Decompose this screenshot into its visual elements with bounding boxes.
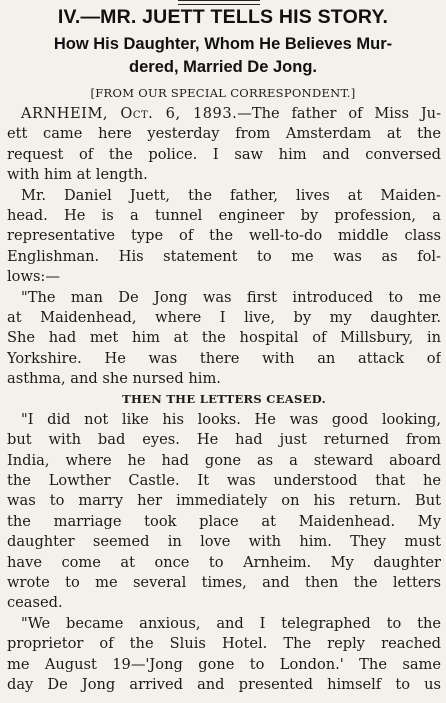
text-line: have come at once to Arnheim. My daughter: [7, 553, 441, 571]
text-line: representative type of the well-to-do middle class: [7, 227, 441, 245]
text-line: the Lowther Castle. It was understood that he: [7, 472, 441, 490]
article-body: [7, 104, 441, 695]
text-line: India, where he had gone as a steward aboard: [7, 451, 441, 469]
text-line: but with bad eyes. He had just returned from: [7, 431, 441, 449]
text-line: ceased.: [7, 594, 63, 612]
text-line: She had met him at the hospital of Millsbury, in: [7, 329, 441, 347]
top-rule: [178, 0, 260, 5]
text-line: at Maidenhead, where I live, by my daughter.: [7, 308, 441, 326]
text-line: lows:—: [7, 268, 60, 286]
text-line: request of the police. I saw him and conversed: [7, 145, 441, 163]
byline: [FROM OUR SPECIAL CORRESPONDENT.]: [90, 86, 356, 100]
text-line: "The man De Jong was first introduced to me: [21, 288, 441, 306]
text-line: ett came here yesterday from Amsterdam at the: [7, 125, 441, 143]
text-line: Yorkshire. He was there with an attack of: [7, 349, 441, 367]
dateline-text: —The father of Miss Ju-: [237, 105, 441, 122]
text-line: "I did not like his looks. He was good looking,: [21, 410, 441, 428]
text-line: Mr. Daniel Juett, the father, lives at Maiden-: [21, 186, 441, 204]
text-line: with him at length.: [7, 166, 148, 184]
text-line: "We became anxious, and I telegraphed to the: [21, 614, 441, 632]
section-subhead: THEN THE LETTERS CEASED.: [122, 392, 326, 407]
text-line: Englishman. His statement to me was as fol-: [7, 247, 441, 265]
headline: IV.—MR. JUETT TELLS HIS STORY.: [57, 6, 389, 28]
text-line: head. He is a tunnel engineer by profession, a: [7, 206, 441, 224]
text-line: proprietor of the Sluis Hotel. The reply reached: [7, 635, 441, 653]
subheadline-line-2: dered, Married De Jong.: [129, 58, 317, 76]
text-line: me August 19—'Jong gone to London.' The same: [7, 655, 441, 673]
text-line: wrote to me several times, and then the letters: [7, 573, 441, 591]
text-line: daughter seemed in love with him. They must: [7, 533, 441, 551]
text-line: asthma, and she nursed him.: [7, 370, 221, 388]
text-line: [7, 104, 441, 124]
text-line: the marriage took place at Maidenhead. My: [7, 512, 441, 530]
text-line: day De Jong arrived and presented himself to us: [7, 675, 441, 693]
text-line: was to marry her immediately on his return. But: [7, 492, 441, 510]
dateline: ARNHEIM, Oct. 6, 1893.: [21, 105, 238, 122]
subheadline-line-1: How His Daughter, Whom He Believes Mur-: [53, 35, 393, 53]
